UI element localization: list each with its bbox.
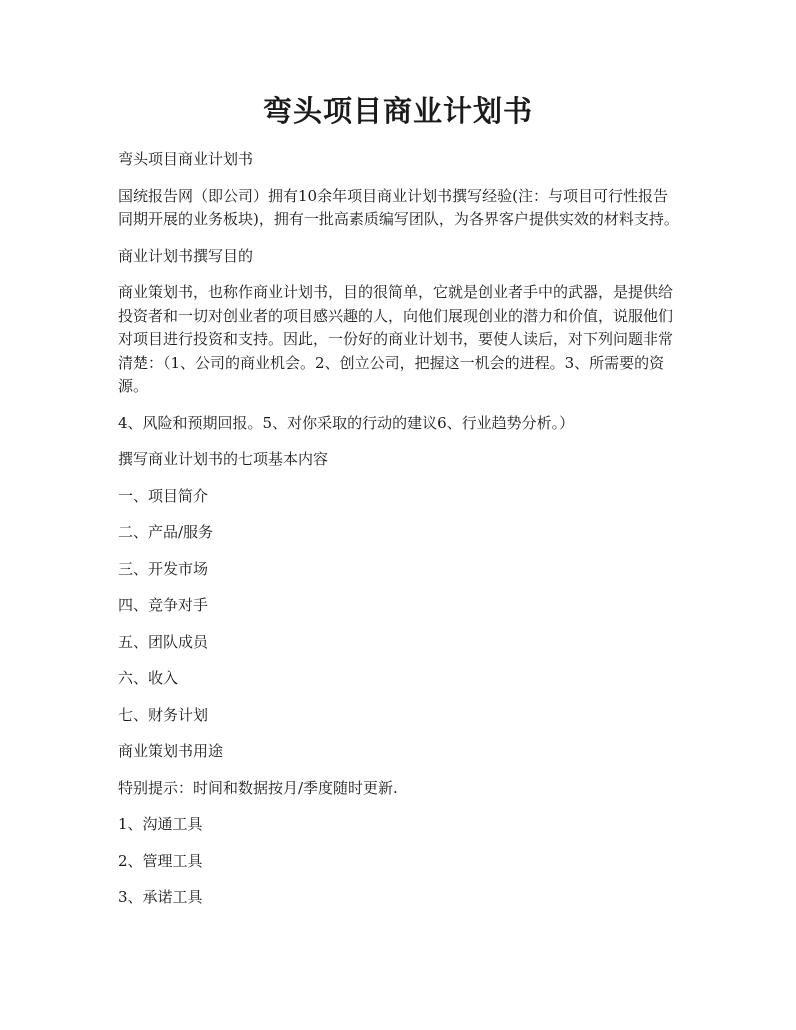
list-item: 一、项目简介	[118, 486, 209, 505]
purpose-continued-paragraph: 4、风险和预期回报。5、对你采取的行动的建议6、行业趋势分析。）	[118, 413, 575, 432]
list-item: 2、管理工具	[118, 851, 203, 870]
list-item: 五、团队成员	[118, 632, 209, 651]
list-item: 六、收入	[118, 669, 179, 687]
document-title: 弯头项目商业计划书	[262, 94, 533, 128]
list-item: 二、产品/服务	[118, 523, 214, 541]
list-item: 1、沟通工具	[118, 815, 203, 833]
subtitle-paragraph: 弯头项目商业计划书	[118, 150, 254, 168]
list-item: 3、承诺工具	[118, 888, 203, 906]
document-body	[118, 148, 680, 923]
intro-paragraph: 国统报告网（即公司）拥有10余年项目商业计划书撰写经验(注：与项目可行性报告同期开展的业务板块)，拥有一批高素质编写团队，为各界客户提供实效的材料支持。	[118, 186, 679, 228]
section-heading-usage: 商业策划书用途	[118, 742, 224, 760]
list-item: 四、竞争对手	[118, 596, 209, 614]
note-paragraph: 特别提示：时间和数据按月/季度随时更新.	[118, 778, 398, 797]
section-heading-purpose: 商业计划书撰写目的	[118, 246, 254, 265]
list-item: 七、财务计划	[118, 705, 209, 724]
list-item: 三、开发市场	[118, 559, 209, 578]
purpose-paragraph: 商业策划书，也称作商业计划书，目的很简单，它就是创业者手中的武器，是提供给投资者和一切对创业者的项目感兴趣的人，向他们展现创业的潜力和价值，说服他们对项目进行投资和支持。因此，一份好的商业计划书，要使人读后，对下列问题非常清楚：（1、公司的商业机会。2、创立公司，把握这一机会的进程。3、所需要的资源。	[118, 283, 674, 395]
section-heading-contents: 撰写商业计划书的七项基本内容	[118, 450, 329, 468]
